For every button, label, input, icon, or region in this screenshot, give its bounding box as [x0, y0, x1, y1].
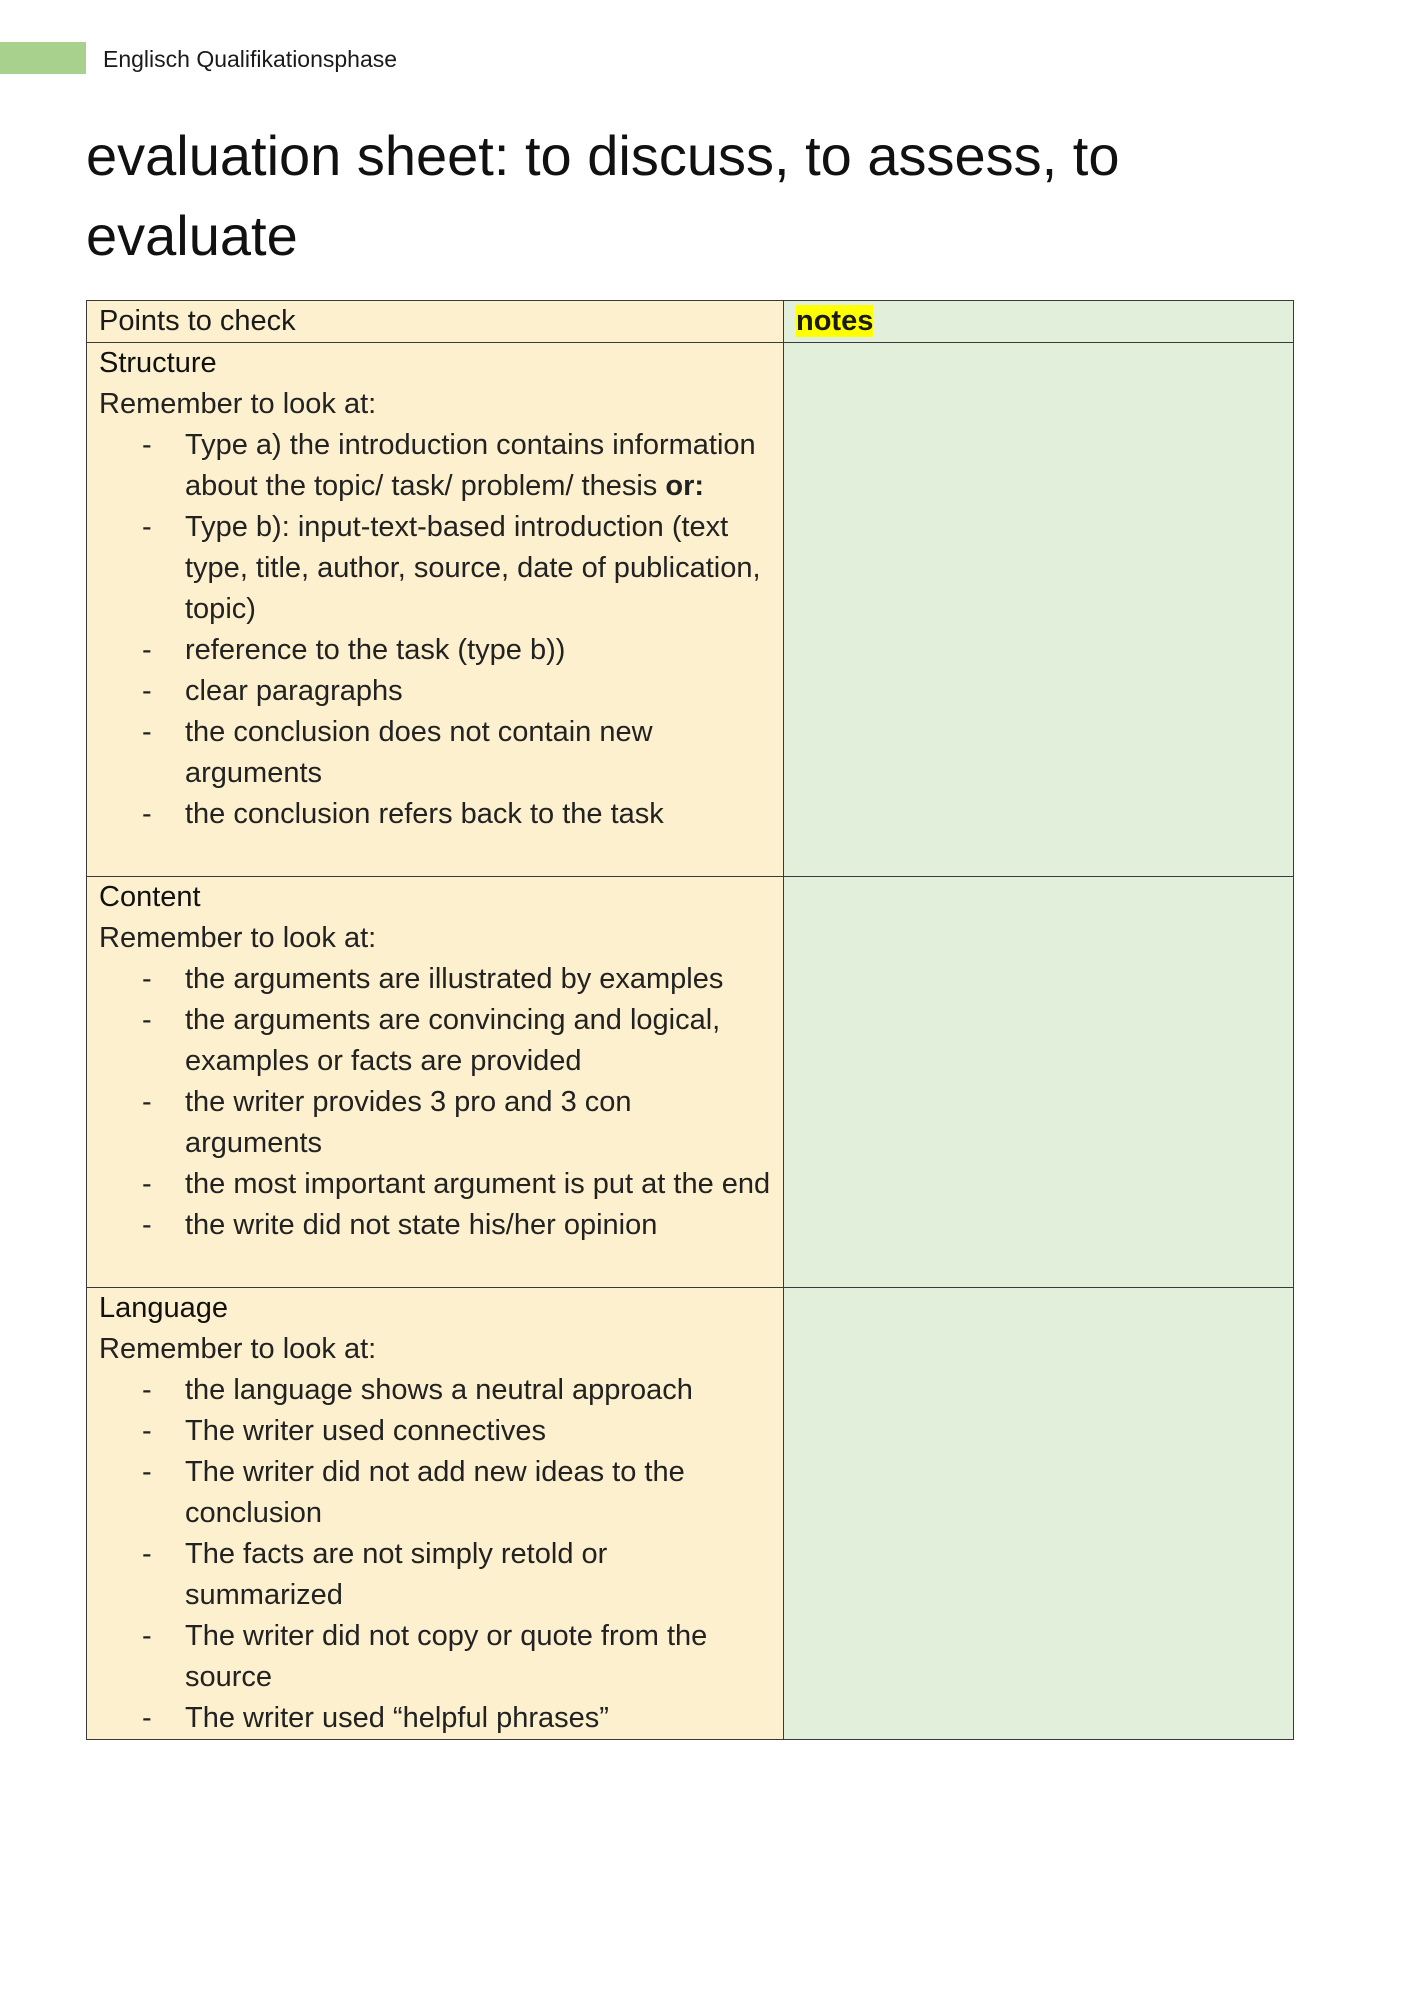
list-item: - The writer did not copy or quote from the source: [185, 1616, 771, 1698]
structure-notes-cell[interactable]: [784, 343, 1294, 877]
list-item: - Type b): input-text-based introduction (text type, title, author, source, date of publication, topic): [185, 507, 771, 630]
list-item-text: Type a) the introduction contains information about the topic/ task/ problem/ thesis: [185, 429, 756, 502]
section-title-language: Language: [99, 1292, 229, 1324]
notes-header: [784, 301, 1294, 343]
list-item: - the writer provides 3 pro and 3 con arguments: [185, 1082, 771, 1164]
section-title-structure: Structure: [99, 347, 217, 379]
table-row-structure: [87, 343, 1294, 877]
list-item: - the conclusion does not contain new arguments: [185, 712, 771, 794]
list-item: - clear paragraphs: [185, 671, 771, 712]
language-checklist: [99, 1370, 771, 1739]
section-intro-structure: Remember to look at:: [99, 388, 377, 420]
page-title: evaluation sheet: to discuss, to assess, to evaluate: [86, 124, 1120, 267]
language-notes-cell[interactable]: [784, 1288, 1294, 1740]
list-item: - the arguments are illustrated by examples: [185, 959, 771, 1000]
section-title-content: Content: [99, 881, 201, 913]
header-label: Englisch Qualifikationsphase: [103, 46, 398, 72]
table-row-language: [87, 1288, 1294, 1740]
list-item: - the arguments are convincing and logical, examples or facts are provided: [185, 1000, 771, 1082]
points-header: Points to check: [87, 301, 784, 343]
list-item: - the conclusion refers back to the task: [185, 794, 771, 835]
list-item: - The writer did not add new ideas to the conclusion: [185, 1452, 771, 1534]
header-accent-bar: [0, 42, 86, 74]
list-item-suffix: or:: [665, 470, 705, 502]
list-item: - the write did not state his/her opinion: [185, 1205, 771, 1246]
notes-header-label: notes: [796, 305, 874, 337]
list-item: - The facts are not simply retold or summarized: [185, 1534, 771, 1616]
language-points-cell: [87, 1288, 784, 1740]
content-notes-cell[interactable]: [784, 877, 1294, 1288]
section-intro-language: Remember to look at:: [99, 1333, 377, 1365]
structure-points-cell: [87, 343, 784, 877]
section-intro-content: Remember to look at:: [99, 922, 377, 954]
evaluation-table: [86, 300, 1294, 1740]
list-item: - reference to the task (type b)): [185, 630, 771, 671]
list-item: [185, 425, 771, 507]
table-row-content: [87, 877, 1294, 1288]
list-item: - the most important argument is put at the end: [185, 1164, 771, 1205]
content-points-cell: [87, 877, 784, 1288]
table-header-row: [87, 301, 1294, 343]
list-item: - The writer used connectives: [185, 1411, 771, 1452]
list-item: - The writer used “helpful phrases”: [185, 1698, 771, 1739]
list-item: - the language shows a neutral approach: [185, 1370, 771, 1411]
structure-checklist: [99, 425, 771, 835]
content-checklist: [99, 959, 771, 1246]
